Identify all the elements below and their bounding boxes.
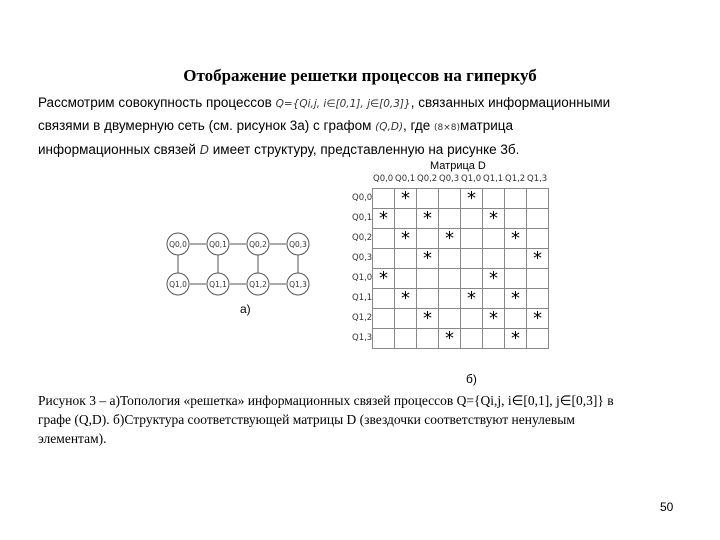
matrix-cell-nonzero: * [373, 209, 395, 229]
matrix-cell-nonzero: * [417, 209, 439, 229]
matrix-cell-nonzero: * [461, 289, 483, 309]
matrix-cell-empty [461, 269, 483, 289]
matrix-cell-nonzero: * [373, 269, 395, 289]
matrix-cell-nonzero: * [483, 269, 505, 289]
matrix-cell-nonzero: * [439, 329, 461, 349]
matrix-cell-empty [505, 269, 527, 289]
matrix-cell-empty [461, 329, 483, 349]
matrix-size-formula: (8×8) [434, 123, 461, 133]
matrix-row [373, 309, 549, 329]
intro-line-3 [38, 139, 682, 161]
matrix-cell-nonzero: * [505, 329, 527, 349]
matrix-column-label: Q1,1 [483, 174, 504, 184]
matrix-column-label: Q1,3 [527, 174, 548, 184]
matrix-cell-empty [439, 289, 461, 309]
intro-text: Рассмотрим совокупность процессов [38, 95, 272, 110]
matrix-cell-empty [461, 309, 483, 329]
process-set-formula: Q={Qi,j, i∈[0,1], j∈[0,3]} [275, 98, 411, 110]
intro-paragraph [38, 92, 682, 161]
slide-title: Отображение решетки процессов на гиперкуб [183, 66, 537, 85]
lattice-node-label: Q0,1 [209, 240, 227, 249]
matrix-row [373, 209, 549, 229]
matrix-cell-nonzero: * [395, 189, 417, 209]
matrix-cell-empty [461, 249, 483, 269]
lattice-node-label: Q1,1 [209, 280, 227, 289]
matrix-column-label: Q0,0 [373, 174, 394, 184]
intro-text: имеет структуру, представленную на рисунке 3б. [212, 142, 520, 157]
matrix-column-label: Q0,3 [439, 174, 460, 184]
matrix-cell-empty [373, 189, 395, 209]
matrix-cell-empty [373, 249, 395, 269]
matrix-cell-empty [373, 309, 395, 329]
matrix-cell-empty [527, 229, 549, 249]
matrix-cell-empty [439, 189, 461, 209]
matrix-cell-nonzero: * [417, 249, 439, 269]
d-symbol: D [199, 143, 209, 157]
matrix-row-label: Q1,0 [352, 273, 373, 283]
matrix-row-label: Q0,1 [352, 213, 373, 223]
matrix-cell-empty [395, 209, 417, 229]
matrix-cell-empty [395, 329, 417, 349]
matrix-cell-empty [505, 309, 527, 329]
matrix-cell-nonzero: * [461, 189, 483, 209]
matrix-cell-empty [373, 229, 395, 249]
caption-line-1: Рисунок 3 – а)Топология «решетка» информационных связей процессов Q={Qi,j, i∈[0,1], j∈[0,3]} в [38, 393, 614, 408]
matrix-cell-empty [373, 289, 395, 309]
matrix-cell-empty [527, 209, 549, 229]
matrix-cell-empty [461, 229, 483, 249]
matrix-cell-empty [417, 329, 439, 349]
intro-text: связями в двумерную сеть (см. рисунок 3а) с графом [38, 118, 372, 133]
matrix-cell-empty [461, 209, 483, 229]
intro-line-1 [38, 92, 682, 115]
matrix-cell-empty [527, 289, 549, 309]
matrix-cell-nonzero: * [483, 309, 505, 329]
matrix-cell-nonzero: * [527, 309, 549, 329]
matrix-column-label: Q0,2 [417, 174, 438, 184]
matrix-row [373, 249, 549, 269]
matrix-row [373, 229, 549, 249]
matrix-cell-empty [417, 289, 439, 309]
matrix-cell-nonzero: * [395, 289, 417, 309]
matrix-row [373, 329, 549, 349]
caption-line-3: элементам). [38, 431, 107, 446]
intro-line-2 [38, 115, 682, 139]
matrix-row-label: Q1,1 [352, 293, 373, 303]
matrix-cell-nonzero: * [439, 229, 461, 249]
matrix-cell-empty [395, 309, 417, 329]
matrix-cell-empty [417, 269, 439, 289]
matrix-row-label: Q0,3 [352, 253, 373, 263]
matrix-cell-empty [483, 189, 505, 209]
matrix-cell-nonzero: * [483, 209, 505, 229]
lattice-node-label: Q0,0 [169, 240, 187, 249]
matrix-cell-nonzero: * [505, 289, 527, 309]
matrix-cell-empty [527, 329, 549, 349]
matrix-column-label: Q1,0 [461, 174, 482, 184]
lattice-node-label: Q0,3 [289, 240, 307, 249]
matrix-cell-empty [439, 209, 461, 229]
matrix-cell-empty [527, 189, 549, 209]
intro-text: , связанных информационными [410, 95, 611, 110]
caption-line-2: графе (Q,D). б)Структура соответствующей матрицы D (звездочки соответствуют ненулевым [38, 412, 575, 427]
page-number: 50 [660, 500, 674, 514]
matrix-cell-empty [483, 329, 505, 349]
matrix-cell-nonzero: * [527, 249, 549, 269]
intro-text: матрица [460, 118, 514, 133]
matrix-cell-empty [439, 309, 461, 329]
matrix-row [373, 189, 549, 209]
matrix-cell-empty [395, 249, 417, 269]
lattice-caption: а) [240, 302, 251, 316]
figure-caption [38, 391, 682, 448]
matrix-cell-nonzero: * [505, 229, 527, 249]
matrix-row-label: Q1,2 [352, 313, 373, 323]
matrix-cell-empty [527, 269, 549, 289]
intro-text: , где [403, 118, 431, 133]
matrix-cell-empty [483, 249, 505, 269]
matrix-row-label: Q1,3 [352, 333, 373, 343]
matrix-cell-empty [505, 249, 527, 269]
matrix-row-label: Q0,0 [352, 193, 373, 203]
matrix-row [373, 269, 549, 289]
lattice-node-label: Q1,3 [289, 280, 307, 289]
matrix-cell-empty [505, 189, 527, 209]
matrix-cell-empty [505, 209, 527, 229]
matrix-grid [372, 188, 549, 349]
lattice-node-label: Q1,0 [169, 280, 187, 289]
matrix-cell-empty [439, 249, 461, 269]
matrix-column-label: Q0,1 [395, 174, 416, 184]
matrix-row [373, 289, 549, 309]
matrix-cell-empty [417, 229, 439, 249]
intro-text: информационных связей [38, 142, 196, 157]
lattice-node-label: Q1,2 [249, 280, 267, 289]
matrix-cell-empty [373, 329, 395, 349]
matrix-cell-nonzero: * [395, 229, 417, 249]
matrix-row-label: Q0,2 [352, 233, 373, 243]
lattice-node-label: Q0,2 [249, 240, 267, 249]
matrix-cell-nonzero: * [417, 309, 439, 329]
graph-formula: (Q,D) [375, 121, 404, 133]
matrix-cell-empty [483, 289, 505, 309]
matrix-cell-empty [439, 269, 461, 289]
matrix-cell-empty [483, 229, 505, 249]
matrix-title: Матрица D [430, 160, 486, 172]
matrix-column-label: Q1,2 [505, 174, 526, 184]
matrix-cell-empty [395, 269, 417, 289]
matrix-cell-empty [417, 189, 439, 209]
matrix-caption: б) [466, 372, 477, 386]
lattice-edges [178, 244, 298, 284]
